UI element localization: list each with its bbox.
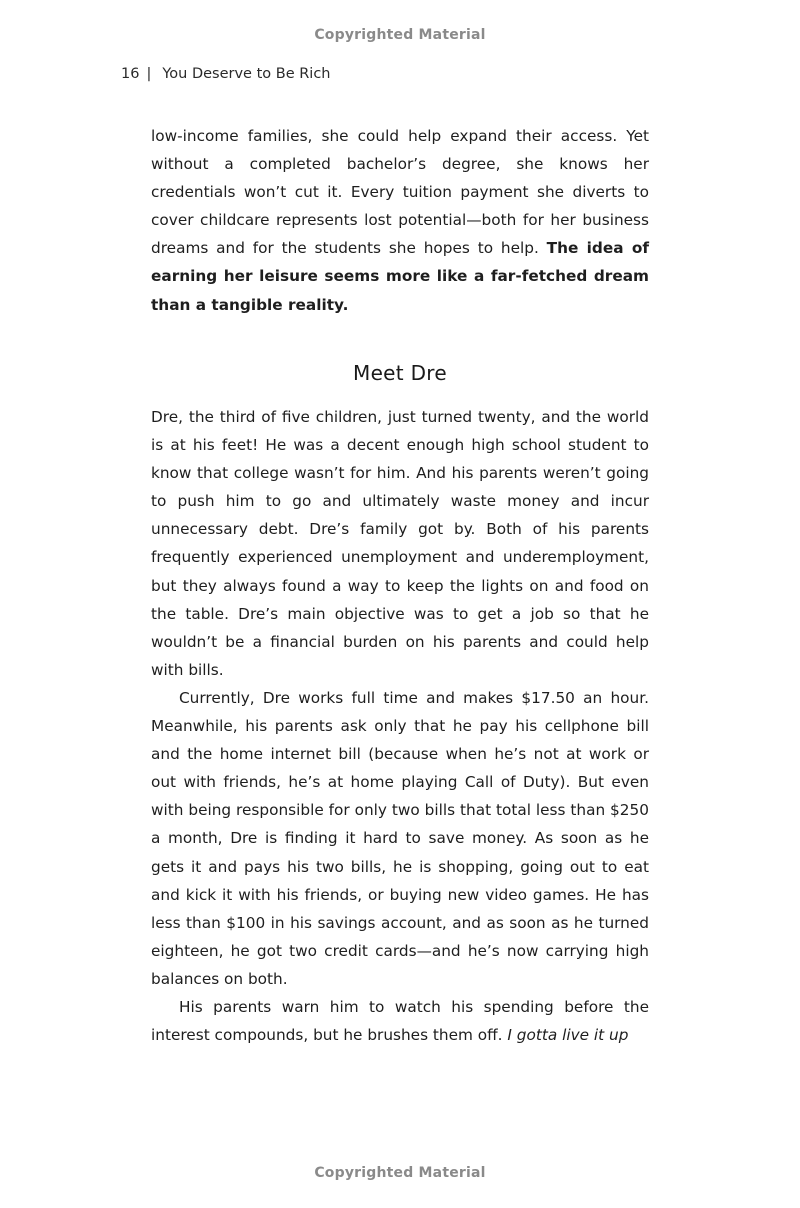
book-title: You Deserve to Be Rich (162, 66, 331, 82)
paragraph-text: low-income families, she could help expand their access. Yet without a completed bachelor’s degree, she knows her credentials won’t cut it. Every tuition payment she diverts to cover childcare represents lost potential—both for her business dreams and for the students she hopes to help. (151, 127, 649, 258)
paragraph-text: His parents warn him to watch his spending before the interest compounds, but he brushes them off. (151, 997, 649, 1045)
running-head (121, 66, 331, 82)
running-head-separator: | (146, 66, 152, 82)
copyright-watermark-top: Copyrighted Material (314, 27, 486, 43)
paragraph-1: Dre, the third of five children, just turned twenty, and the world is at his feet! He was a decent enough high school student to know that college wasn’t for him. And his parents weren’t going to push him to go and ultimately waste money and incur unnecessary debt. Dre’s family got by. Both of his parents frequently experienced unemployment and underemployment, but they always found a way to keep the lights on and food on the table. Dre’s main objective was to get a job so that he wouldn’t be a financial burden on his parents and could help with bills. (151, 408, 649, 679)
italic-emphasis: I gotta live it up (507, 1026, 629, 1045)
meet-dre-text-block (151, 403, 649, 1049)
continued-text-block (151, 122, 649, 319)
section-heading-meet-dre: Meet Dre (353, 361, 447, 385)
paragraph-3 (151, 993, 649, 1049)
paragraph-continued (151, 122, 649, 319)
bold-emphasis: The idea of earning her leisure seems more like a far-fetched dream than a tangible reality. (151, 239, 649, 314)
copyright-watermark-bottom: Copyrighted Material (314, 1165, 486, 1181)
page-number: 16 (121, 66, 140, 82)
paragraph-2: Currently, Dre works full time and makes $17.50 an hour. Meanwhile, his parents ask only that he pay his cellphone bill and the home internet bill (because when he’s not at work or out with friends, he’s at home playing Call of Duty). But even with being responsible for only two bills that total less than $250 a month, Dre is finding it hard to save money. As soon as he gets it and pays his two bills, he is shopping, going out to eat and kick it with his friends, or buying new video games. He has less than $100 in his savings account, and as soon as he turned eighteen, he got two credit cards—and he’s now carrying high balances on both. (151, 688, 649, 988)
